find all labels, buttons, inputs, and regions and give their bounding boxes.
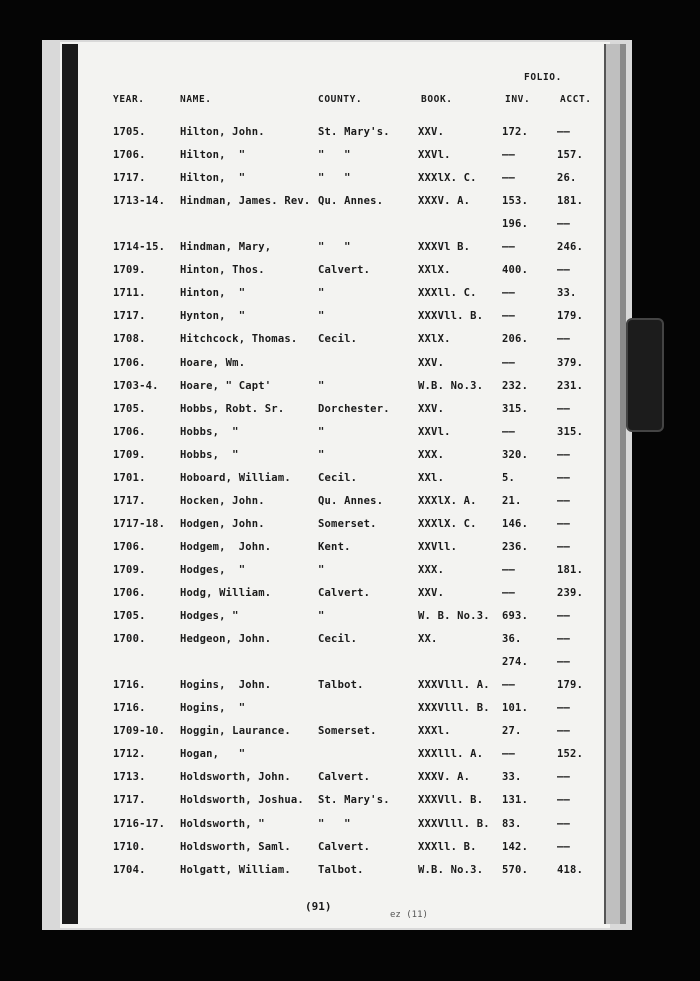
cell-acct: —— — [557, 794, 571, 807]
cell-book: XXXVll. B. — [418, 310, 484, 323]
cell-county: Calvert. — [318, 587, 371, 599]
cell-year: 1700. — [113, 633, 146, 646]
cell-name: Hodgem, John. — [180, 540, 272, 553]
cell-inv: 172. — [502, 126, 529, 138]
cell-book: XXX. — [418, 448, 445, 461]
cell-book: XXXVl B. — [418, 241, 471, 254]
cell-book: XXV. — [418, 126, 445, 138]
cell-county: " — [318, 310, 325, 323]
cell-book: XXVl. — [418, 149, 451, 162]
cell-inv: 36. — [502, 633, 522, 646]
cell-name: Hindman, James. Rev. — [180, 195, 311, 208]
cell-county: Calvert. — [318, 771, 371, 784]
cell-year: 1717. — [113, 794, 146, 807]
cell-book: XXXVlll. A. — [418, 679, 490, 692]
cell-year: 1716-17. — [113, 817, 166, 830]
cell-county: Talbot. — [318, 863, 364, 876]
cell-county: " " — [318, 241, 351, 254]
cell-county: " — [318, 379, 325, 392]
cell-name: Holdsworth, " — [180, 817, 265, 830]
cell-county: Calvert. — [318, 264, 371, 277]
cell-inv: 33. — [502, 771, 522, 784]
cell-county: " " — [318, 172, 351, 185]
cell-county: Qu. Annes. — [318, 494, 384, 507]
cell-year: 1708. — [113, 333, 146, 346]
cell-inv: 196. — [502, 218, 529, 231]
cell-year: 1703-4. — [113, 379, 159, 392]
cell-book: XXXVll. B. — [418, 794, 484, 807]
cell-name: Hobbs, Robt. Sr. — [180, 402, 285, 415]
cell-year: 1717. — [113, 494, 146, 507]
cell-inv: 21. — [502, 494, 522, 507]
cell-year: 1716. — [113, 679, 146, 692]
cell-county: St. Mary's. — [318, 126, 390, 138]
cell-book: XXXVlll. B. — [418, 817, 490, 830]
cell-year: 1713. — [113, 771, 146, 784]
cell-book: W. B. No.3. — [418, 610, 490, 623]
cell-acct: —— — [557, 656, 571, 669]
cell-inv: 570. — [502, 863, 529, 876]
cell-book: XXXll. B. — [418, 840, 477, 853]
header-year: YEAR. — [113, 94, 145, 105]
cell-county: " — [318, 610, 325, 623]
cell-name: Hoggin, Laurance. — [180, 725, 291, 738]
cell-book: W.B. No.3. — [418, 863, 484, 876]
cell-name: Hogan, " — [180, 748, 246, 761]
cell-year: 1717. — [113, 310, 146, 323]
cell-year: 1717-18. — [113, 517, 166, 530]
cell-acct: 246. — [557, 241, 584, 254]
cell-name: Hodges, " — [180, 563, 246, 576]
cell-inv: 320. — [502, 448, 529, 461]
cell-inv: 232. — [502, 379, 529, 392]
cell-inv: 274. — [502, 656, 529, 669]
cell-county: " — [318, 563, 325, 576]
cell-inv: 693. — [502, 610, 529, 623]
cell-county: Qu. Annes. — [318, 195, 384, 208]
cell-year: 1706. — [113, 356, 146, 369]
cell-inv: —— — [502, 172, 516, 185]
cell-name: Hogins, " — [180, 702, 246, 715]
cell-name: Hobbs, " — [180, 448, 239, 461]
cell-acct: —— — [557, 126, 571, 138]
cell-inv: 206. — [502, 333, 529, 346]
cell-book: XXlX. — [418, 264, 451, 277]
cell-acct: —— — [557, 702, 571, 715]
cell-name: Holdsworth, Saml. — [180, 840, 291, 853]
cell-book: XXXlX. C. — [418, 517, 477, 530]
cell-book: XXVll. — [418, 540, 458, 553]
cell-inv: —— — [502, 149, 516, 162]
header-name: NAME. — [180, 94, 212, 105]
cell-acct: 179. — [557, 310, 584, 323]
cell-acct: 315. — [557, 425, 584, 438]
cell-year: 1704. — [113, 863, 146, 876]
cell-inv: 146. — [502, 517, 529, 530]
cell-inv: —— — [502, 241, 516, 254]
cell-year: 1705. — [113, 402, 146, 415]
page-edge-shadow — [620, 44, 626, 924]
cell-name: Hodg, William. — [180, 587, 272, 599]
cell-year: 1714-15. — [113, 241, 166, 254]
margin-smudge: ez (11) — [390, 910, 428, 920]
cell-acct: 379. — [557, 356, 584, 369]
header-book: BOOK. — [421, 94, 453, 105]
cell-book: XXV. — [418, 402, 445, 415]
cell-county: Talbot. — [318, 679, 364, 692]
cell-year: 1709. — [113, 448, 146, 461]
cell-inv: 27. — [502, 725, 522, 738]
cell-acct: 179. — [557, 679, 584, 692]
cell-name: Hynton, " — [180, 310, 246, 323]
cell-inv: 83. — [502, 817, 522, 830]
cell-name: Hobbs, " — [180, 425, 239, 438]
cell-county: St. Mary's. — [318, 794, 390, 807]
cell-inv: 131. — [502, 794, 529, 807]
cell-year: 1705. — [113, 126, 146, 138]
header-folio: FOLIO. — [524, 72, 562, 83]
cell-year: 1713-14. — [113, 195, 166, 208]
cell-book: XXV. — [418, 587, 445, 599]
binder-clip — [626, 318, 664, 432]
cell-county: " " — [318, 149, 351, 162]
cell-name: Holdsworth, Joshua. — [180, 794, 304, 807]
cell-year: 1709. — [113, 563, 146, 576]
cell-year: 1717. — [113, 172, 146, 185]
cell-inv: —— — [502, 587, 516, 599]
cell-county: " — [318, 425, 325, 438]
cell-inv: —— — [502, 310, 516, 323]
cell-county: " " — [318, 817, 351, 830]
cell-acct: —— — [557, 540, 571, 553]
cell-inv: —— — [502, 748, 516, 761]
cell-acct: 152. — [557, 748, 584, 761]
cell-name: Holdsworth, John. — [180, 771, 291, 784]
cell-book: XXV. — [418, 356, 445, 369]
cell-inv: —— — [502, 356, 516, 369]
cell-county: Somerset. — [318, 517, 377, 530]
cell-name: Hodgen, John. — [180, 517, 265, 530]
cell-county: Calvert. — [318, 840, 371, 853]
cell-year: 1705. — [113, 610, 146, 623]
cell-name: Hinton, " — [180, 287, 246, 300]
cell-book: XXXV. A. — [418, 195, 471, 208]
cell-acct: 418. — [557, 863, 584, 876]
cell-acct: —— — [557, 817, 571, 830]
cell-name: Hocken, John. — [180, 494, 265, 507]
cell-name: Hindman, Mary, — [180, 241, 272, 254]
cell-county: Cecil. — [318, 471, 358, 484]
cell-county: " — [318, 448, 325, 461]
cell-year: 1709-10. — [113, 725, 166, 738]
cell-year: 1709. — [113, 264, 146, 277]
cell-year: 1710. — [113, 840, 146, 853]
cell-book: XX. — [418, 633, 438, 646]
cell-book: XXXlX. C. — [418, 172, 477, 185]
cell-year: 1706. — [113, 587, 146, 599]
cell-acct: 231. — [557, 379, 584, 392]
cell-inv: 153. — [502, 195, 529, 208]
cell-acct: —— — [557, 494, 571, 507]
cell-acct: 181. — [557, 563, 584, 576]
cell-county: " — [318, 287, 325, 300]
cell-inv: 101. — [502, 702, 529, 715]
cell-inv: 236. — [502, 540, 529, 553]
cell-inv: 5. — [502, 471, 516, 484]
header-acct: ACCT. — [560, 94, 592, 105]
cell-inv: —— — [502, 425, 516, 438]
cell-acct: —— — [557, 610, 571, 623]
cell-name: Hitchcock, Thomas. — [180, 333, 298, 346]
cell-county: Cecil. — [318, 633, 358, 646]
cell-book: XXlX. — [418, 333, 451, 346]
cell-year: 1712. — [113, 748, 146, 761]
page-edge — [604, 44, 620, 924]
cell-book: XXX. — [418, 563, 445, 576]
cell-name: Hoboard, William. — [180, 471, 291, 484]
cell-book: XXXll. C. — [418, 287, 477, 300]
cell-book: W.B. No.3. — [418, 379, 484, 392]
cell-county: Dorchester. — [318, 402, 390, 415]
cell-year: 1716. — [113, 702, 146, 715]
header-inv: INV. — [505, 94, 531, 105]
cell-name: Hogins, John. — [180, 679, 272, 692]
header-county: COUNTY. — [318, 94, 363, 105]
cell-name: Hinton, Thos. — [180, 264, 265, 277]
cell-inv: 315. — [502, 402, 529, 415]
cell-book: XXXlX. A. — [418, 494, 477, 507]
cell-acct: —— — [557, 264, 571, 277]
cell-year: 1711. — [113, 287, 146, 300]
cell-inv: —— — [502, 679, 516, 692]
cell-acct: —— — [557, 633, 571, 646]
cell-acct: —— — [557, 218, 571, 231]
cell-name: Hilton, " — [180, 149, 246, 162]
cell-acct: —— — [557, 517, 571, 530]
cell-acct: —— — [557, 448, 571, 461]
cell-name: Hoare, " Capt' — [180, 379, 272, 392]
cell-acct: —— — [557, 771, 571, 784]
cell-acct: 26. — [557, 172, 577, 185]
cell-acct: 239. — [557, 587, 584, 599]
cell-acct: —— — [557, 333, 571, 346]
page-binding-shadow — [62, 44, 78, 924]
cell-name: Hedgeon, John. — [180, 633, 272, 646]
cell-acct: 157. — [557, 149, 584, 162]
cell-book: XXXVlll. B. — [418, 702, 490, 715]
page-number: (91) — [305, 900, 332, 913]
cell-acct: —— — [557, 402, 571, 415]
cell-name: Hilton, John. — [180, 126, 265, 138]
cell-book: XXXl. — [418, 725, 451, 738]
cell-county: Kent. — [318, 540, 351, 553]
cell-name: Hoare, Wm. — [180, 356, 246, 369]
cell-acct: 33. — [557, 287, 577, 300]
cell-inv: —— — [502, 287, 516, 300]
cell-county: Cecil. — [318, 333, 358, 346]
cell-book: XXXV. A. — [418, 771, 471, 784]
cell-year: 1706. — [113, 540, 146, 553]
cell-acct: 181. — [557, 195, 584, 208]
cell-county: Somerset. — [318, 725, 377, 738]
cell-year: 1701. — [113, 471, 146, 484]
cell-year: 1706. — [113, 149, 146, 162]
cell-name: Hilton, " — [180, 172, 246, 185]
cell-inv: 142. — [502, 840, 529, 853]
cell-inv: 400. — [502, 264, 529, 277]
cell-book: XXl. — [418, 471, 445, 484]
cell-inv: —— — [502, 563, 516, 576]
cell-acct: —— — [557, 840, 571, 853]
cell-book: XXVl. — [418, 425, 451, 438]
cell-name: Hodges, " — [180, 610, 239, 623]
cell-name: Holgatt, William. — [180, 863, 291, 876]
cell-acct: —— — [557, 725, 571, 738]
cell-book: XXXlll. A. — [418, 748, 484, 761]
cell-acct: —— — [557, 471, 571, 484]
cell-year: 1706. — [113, 425, 146, 438]
